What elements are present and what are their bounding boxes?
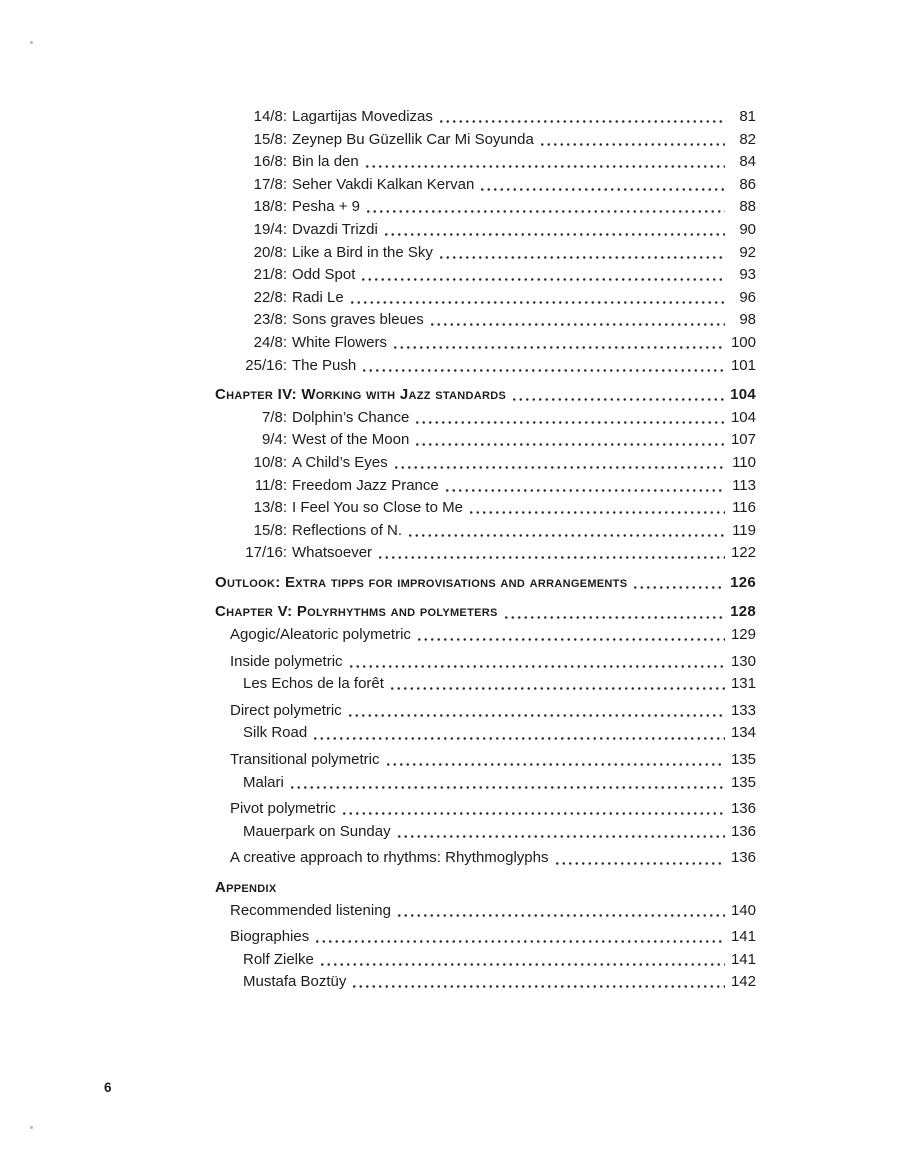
toc-entry [215,624,756,647]
toc-entry [215,673,756,696]
toc-entry-page: 86 [739,175,756,193]
toc-entry-title: Silk Road [243,724,308,742]
toc-entry-page: 128 [730,603,756,621]
toc-entry [215,287,756,310]
toc-entry-page: 104 [730,408,756,426]
toc-entry-page: 135 [730,773,756,791]
dot-leader [347,700,725,723]
toc-entry [215,971,756,994]
dot-leader [468,497,725,520]
toc-entry-page: 116 [732,499,756,517]
dot-leader [539,129,725,152]
toc-entry-page: 136 [730,849,756,867]
toc-entry [215,772,756,795]
dot-leader [396,900,725,923]
toc-entry [215,332,756,355]
toc-entry [215,151,756,174]
toc-entry-page: 113 [732,476,756,494]
toc-entry-title: West of the Moon [292,431,410,449]
toc-entry [215,900,756,923]
toc-entry-page: 133 [730,701,756,719]
toc-entry-title: Sons graves bleues [292,311,424,329]
toc-entry-title: Biographies [230,928,310,946]
toc-entry-page: 100 [730,333,756,351]
toc-entry-meter: 17/16: [245,544,287,562]
toc-entry-page: 130 [730,652,756,670]
toc-entry-title: Odd Spot [292,266,356,284]
toc-entry-title: Appendix [215,879,277,896]
dot-leader [479,174,725,197]
toc-entry [215,651,756,674]
dot-leader [554,847,726,870]
toc-entry-title: A Child’s Eyes [292,453,388,471]
toc-entry-title: I Feel You so Close to Me [292,499,463,517]
dot-leader [389,673,725,696]
toc-entry [215,196,756,219]
toc-entry-title: The Push [292,356,357,374]
dot-leader [341,798,725,821]
dot-leader [289,772,725,795]
dot-leader [429,309,725,332]
dot-leader [414,407,725,430]
toc-entry-meter: 15/8: [253,521,287,539]
toc-entry [215,749,756,772]
stray-mark [30,41,33,44]
toc-entry [215,722,756,745]
toc-entry-page: 88 [739,198,756,216]
toc-entry-page: 92 [739,243,756,261]
toc-entry-title: Reflections of N. [292,521,403,539]
toc-entry-page: 141 [730,950,756,968]
toc-heading [215,601,756,624]
dot-leader [393,452,725,475]
toc-heading [215,877,756,900]
toc-entry-title: Direct polymetric [230,701,342,719]
toc-entry-meter: 19/4: [253,220,287,238]
toc-entry-page: 96 [739,288,756,306]
toc-entry-meter: 23/8: [253,311,287,329]
toc-entry-title: Seher Vakdi Kalkan Kervan [292,175,475,193]
toc-entry [215,821,756,844]
toc-entry-meter: 9/4: [261,431,287,449]
toc-entry [215,497,756,520]
dot-leader [385,749,726,772]
toc-entry-title: Outlook: Extra tipps for improvisations and arrangements [215,573,628,591]
toc-entry-page: 129 [730,626,756,644]
toc-entry-page: 140 [730,901,756,919]
toc-entry-page: 142 [730,973,756,991]
dot-leader [349,287,725,310]
toc-entry-title: Lagartijas Movedizas [292,108,433,125]
toc-entry [215,106,756,129]
toc-entry-page: 131 [730,675,756,693]
toc-entry-title: Pesha + 9 [292,198,360,216]
toc-entry-title: Bin la den [292,153,359,171]
dot-leader [351,971,725,994]
dot-leader [383,219,725,242]
toc-entry-title: Dolphin’s Chance [292,408,410,426]
dot-leader [365,196,725,219]
dot-leader [414,429,725,452]
dot-leader [438,242,725,265]
dot-leader [314,926,725,949]
toc-entry-title: Mauerpark on Sunday [243,822,391,840]
toc-entry [215,129,756,152]
toc-entry-title: Mustafa Boztüy [243,973,347,991]
toc-entry-meter: 20/8: [253,243,287,261]
toc-entry [215,520,756,543]
dot-leader [361,355,725,378]
toc-entry [215,219,756,242]
toc-entry-page: 104 [730,386,756,404]
toc-entry-title: Rolf Zielke [243,950,314,968]
toc-entry [215,452,756,475]
toc-entry-title: Radi Le [292,288,344,306]
toc-entry-title: Dvazdi Trizdi [292,220,378,238]
dot-leader [392,332,725,355]
toc-entry [215,429,756,452]
toc-entry-page: 101 [730,356,756,374]
toc-entry [215,242,756,265]
dot-leader [396,821,725,844]
toc-entry-page: 93 [739,266,756,284]
toc-entry-title: Chapter IV: Working with Jazz standards [215,386,507,404]
toc-entry [215,926,756,949]
toc-entry [215,264,756,287]
dot-leader [632,572,725,595]
toc-entry [215,475,756,498]
toc-entry-meter: 7/8: [261,408,287,426]
toc-entry [215,309,756,332]
toc-entry [215,174,756,197]
toc-entry-meter: 10/8: [253,453,287,471]
toc-entry-page: 141 [730,928,756,946]
toc-entry-meter: 17/8: [253,175,287,193]
dot-leader [319,949,725,972]
toc-entry-meter: 21/8: [253,266,287,284]
dot-leader [503,601,725,624]
dot-leader [444,475,725,498]
toc-entry-page: 134 [730,724,756,742]
toc-entry [215,798,756,821]
dot-leader [438,106,725,129]
toc-heading [215,572,756,595]
toc-entry-page: 119 [732,521,756,539]
toc-entry-title: Like a Bird in the Sky [292,243,433,261]
toc-entry-title: White Flowers [292,333,388,351]
dot-leader [360,264,725,287]
dot-leader [377,542,725,565]
toc-entry [215,949,756,972]
toc-entry-meter: 13/8: [253,499,287,517]
toc-entry-page: 122 [730,544,756,562]
toc-entry-title: A creative approach to rhythms: Rhythmoglyphs [230,849,549,867]
toc-entry-title: Recommended listening [230,901,391,919]
toc-entry-title: Freedom Jazz Prance [292,476,439,494]
toc-entry [215,700,756,723]
toc-entry-page: 110 [732,453,756,471]
toc-entry-page: 135 [730,751,756,769]
toc-entry [215,407,756,430]
toc-entry [215,542,756,565]
toc-entry-page: 82 [739,130,756,148]
toc-entry-meter: 22/8: [253,288,287,306]
toc-entry-page: 98 [739,311,756,329]
toc-entry [215,355,756,378]
toc-entry-meter: 11/8: [254,476,287,494]
dot-leader [364,151,725,174]
toc-entry-title: Pivot polymetric [230,800,336,818]
toc-list [215,106,756,994]
toc-entry [215,847,756,870]
toc-entry-title: Inside polymetric [230,652,343,670]
toc-entry-page: 136 [730,822,756,840]
toc-entry-title: Whatsoever [292,544,373,562]
toc-entry-page: 136 [730,800,756,818]
toc-entry-page: 90 [739,220,756,238]
dot-leader [348,651,725,674]
toc-entry-title: Transitional polymetric [230,751,380,769]
toc-entry-title: Zeynep Bu Güzellik Car Mi Soyunda [292,130,534,148]
dot-leader [407,520,725,543]
toc-entry-page: 81 [739,108,756,125]
dot-leader [511,384,725,407]
toc-entry-page: 84 [739,153,756,171]
toc-entry-meter: 16/8: [253,153,287,171]
toc-heading [215,384,756,407]
toc-entry-page: 126 [730,573,756,591]
toc-entry-meter: 14/8: [253,108,287,125]
page-number: 6 [104,1080,112,1095]
toc-entry-title: Les Echos de la forêt [243,675,384,693]
dot-leader [416,624,725,647]
toc-entry-title: Agogic/Aleatoric polymetric [230,626,411,644]
toc-entry-meter: 25/16: [245,356,287,374]
stray-mark [30,1126,33,1129]
toc-entry-meter: 18/8: [253,198,287,216]
toc-entry-meter: 24/8: [253,333,287,351]
toc-entry-page: 107 [730,431,756,449]
dot-leader [312,722,725,745]
toc-entry-meter: 15/8: [253,130,287,148]
toc-entry-title: Chapter V: Polyrhythms and polymeters [215,603,498,621]
toc-entry-title: Malari [243,773,284,791]
